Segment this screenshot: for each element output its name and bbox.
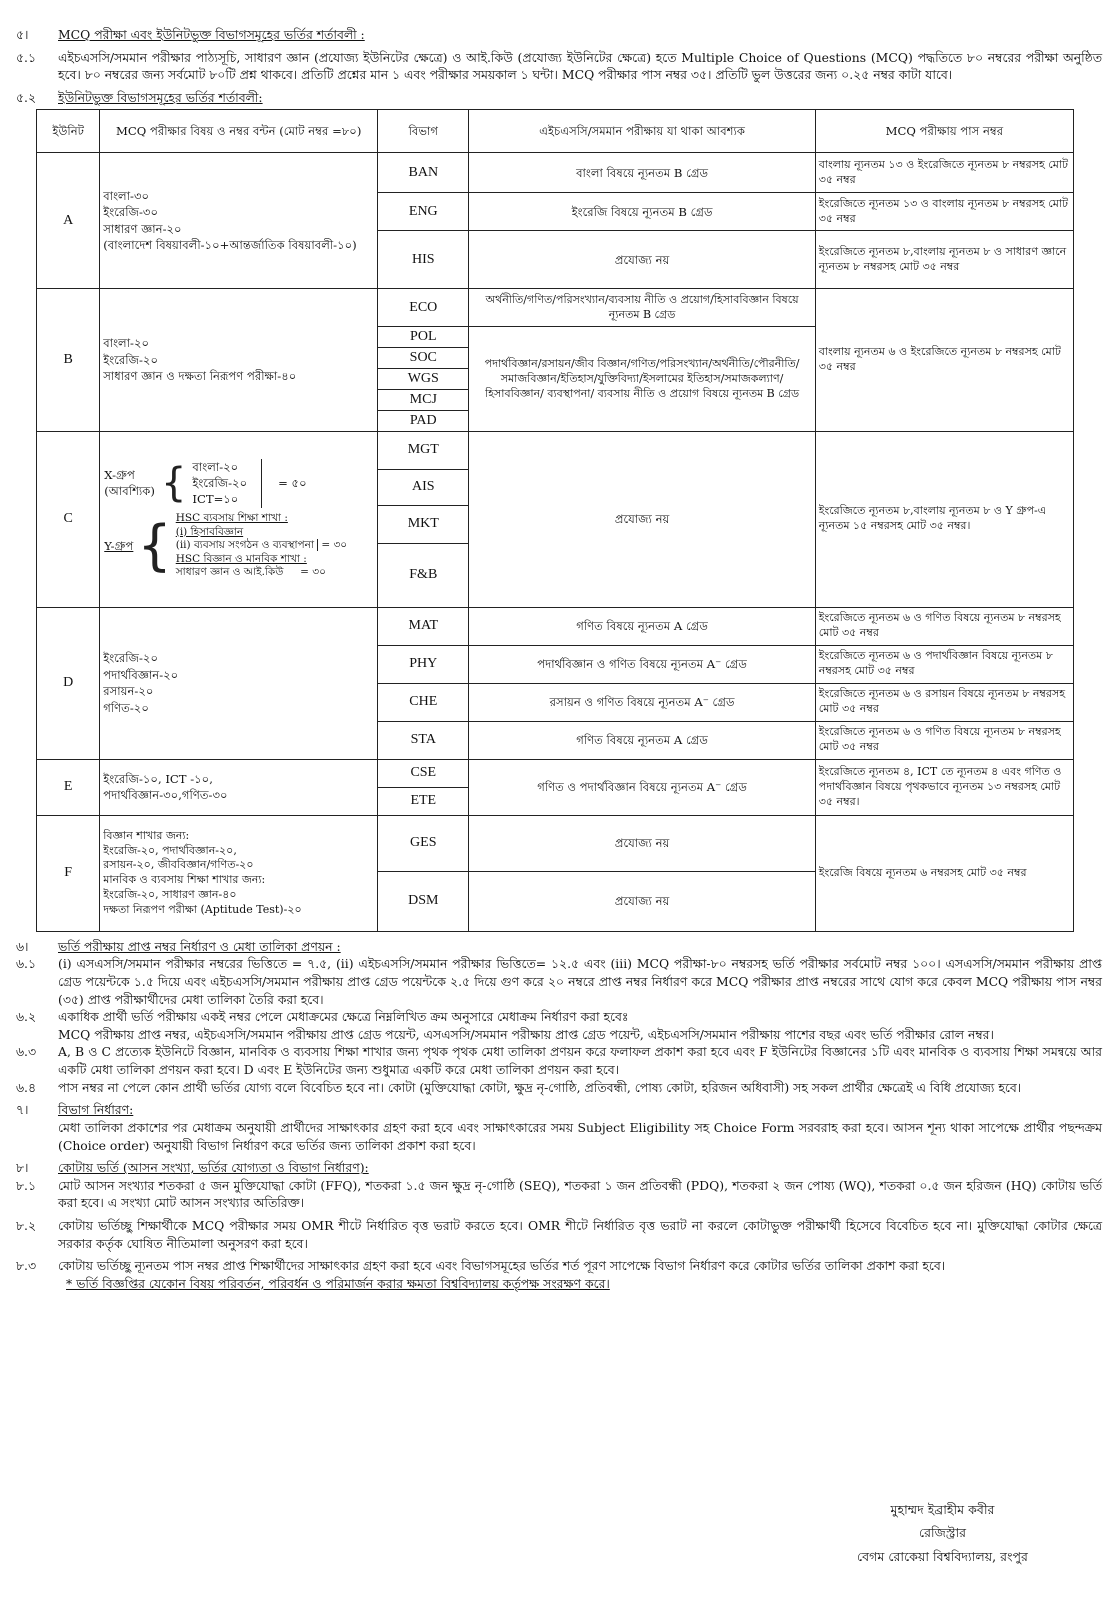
dept-code: ETE (378, 787, 469, 815)
dept-code: MKT (378, 505, 469, 543)
unit-a-subjects: বাংলা-৩০ ইংরেজি-৩০ সাধারণ জ্ঞান-২০ (বাংলাদেশ বিষয়াবলী-১০+আন্তর্জাতিক বিষয়াবলী-১০) (100, 153, 378, 289)
table-row (37, 607, 1074, 645)
unit-a-label: A (37, 153, 100, 289)
x-group-mandatory: (আবশ্যিক) (104, 484, 155, 499)
header-dept: বিভাগ (378, 110, 469, 153)
dept-code: CHE (378, 683, 469, 721)
dept-code: POL (378, 327, 469, 348)
requirement: বাংলা বিষয়ে ন্যূনতম B গ্রেড (469, 153, 815, 193)
unit-b-subjects: বাংলা-২০ ইংরেজি-২০ সাধারণ জ্ঞান ও দক্ষতা নিরূপণ পরীক্ষা-৪০ (100, 289, 378, 431)
unit-f-label: F (37, 815, 100, 931)
para-5-2-heading: ৫.২ ইউনিটভুক্ত বিভাগসমূহের ভর্তির শর্তাবলী: (16, 89, 263, 105)
x-item: ICT=১০ (192, 492, 239, 507)
signature-block (857, 1498, 1028, 1568)
para-5-1: ৫.১ এইচএসসি/সমমান পরীক্ষার পাঠ্যসূচি, সাধারণ জ্ঞান (প্রযোজ্য ইউনিটের ক্ষেত্রে) ও আই.কিউ (প্রযোজ্য ইউনিটের ক্ষেত্রে) হতে Multiple Choice of Questions (MCQ) পদ্ধতিতে ৮০ নম্বরের পরীক্ষা অনুষ্ঠিত হবে। ৮০ নম্বরের জন্য সর্বমোট ৮০টি প্রশ্ন থাকবে। প্রতিটি প্রশ্নের মান ১ এবং পরীক্ষার সময়কাল ১ ঘন্টা। MCQ পরীক্ষার পাস নম্বর ৩৫। প্রতিটি ভুল উত্তরের জন্য ০.২৫ নম্বর কাটা যাবে। (16, 49, 1102, 83)
pass-marks: ইংরেজিতে ন্যূনতম ৬ ও গণিত বিষয়ে ন্যূনতম ৮ নম্বরসহ মোট ৩৫ নম্বর (815, 607, 1073, 645)
pass-marks: ইংরেজিতে ন্যূনতম ৬ ও গণিত বিষয়ে ন্যূনতম ৮ নম্বরসহ মোট ৩৫ নম্বর (815, 721, 1073, 759)
unit-e-label: E (37, 759, 100, 815)
pass-marks: ইংরেজিতে ন্যূনতম ৬ ও পদার্থবিজ্ঞান বিষয়ে ন্যূনতম ৮ নম্বরসহ মোট ৩৫ নম্বর (815, 645, 1073, 683)
pass-marks: ইংরেজিতে ন্যূনতম ৪, ICT তে ন্যূনতম ৪ এবং গণিত ও পদার্থবিজ্ঞান বিষয়ে পৃথকভাবে ন্যূনতম ১৩ নম্বরসহ মোট ৩৫ নম্বর। (815, 759, 1073, 815)
pass-marks: ইংরেজিতে ন্যূনতম ৮,বাংলায় ন্যূনতম ৮ ও Y গ্রুপ-এ ন্যূনতম ১৫ নম্বরসহ মোট ৩৫ নম্বর। (815, 431, 1073, 607)
para-8-3: ৮.৩ কোটায় ভর্তিচ্ছু ন্যূনতম পাস নম্বর প্রাপ্ত শিক্ষার্থীদের সাক্ষাৎকার গ্রহণ করা হবে এবং বিভাগসমূহের ভর্তির শর্ত পূরণ সাপেক্ষে বিভাগ নির্ধারণ করে কোটার ভর্তির তালিকা প্রকাশ করা হবে। (16, 1258, 946, 1274)
requirement: প্রযোজ্য নয় (469, 871, 815, 931)
header-requirement: এইচএসসি/সমমান পরীক্ষায় যা থাকা আবশ্যক (469, 110, 815, 153)
requirement: প্রযোজ্য নয় (469, 815, 815, 871)
dept-code: BAN (378, 153, 469, 193)
pass-marks: ইংরেজিতে ন্যূনতম ৬ ও রসায়ন বিষয়ে ন্যূনতম ৮ নম্বরসহ মোট ৩৫ নম্বর (815, 683, 1073, 721)
dept-code: GES (378, 815, 469, 871)
requirement: পদার্থবিজ্ঞান ও গণিত বিষয়ে ন্যূনতম A⁻ গ্রেড (469, 645, 815, 683)
para-6-4: ৬.৪ পাস নম্বর না পেলে কোন প্রার্থী ভর্তির যোগ্য বলে বিবেচিত হবে না। কোটা (মুক্তিযোদ্ধা কোটা, ক্ষুদ্র নৃ-গোষ্ঠি, প্রতিবন্ধী, পোষ্য কোটা, হরিজন অধিবাসী) সহ সকল প্রার্থীর ক্ষেত্রেই এ বিধি প্রযোজ্য হবে। (16, 1079, 1022, 1095)
unit-b-label: B (37, 289, 100, 431)
disclaimer-note: * ভর্তি বিজ্ঞপ্তির যেকোন বিষয় পরিবর্তন, পরিবর্ধন ও পরিমার্জন করার ক্ষমতা বিশ্ববিদ্যালয় কর্তৃপক্ষ সংরক্ষণ করে। (66, 1275, 610, 1291)
dept-code: ECO (378, 289, 469, 327)
requirement: গণিত বিষয়ে ন্যূনতম A গ্রেড (469, 607, 815, 645)
signatory-org: বেগম রোকেয়া বিশ্ববিদ্যালয়, রংপুর (857, 1548, 1028, 1564)
units-table (36, 109, 1074, 931)
x-item: বাংলা-২০ (192, 459, 239, 474)
unit-c-subjects (100, 431, 378, 607)
table-row (37, 289, 1074, 327)
pass-marks: বাংলায় ন্যূনতম ৬ ও ইংরেজিতে ন্যূনতম ৮ নম্বরসহ মোট ৩৫ নম্বর (815, 289, 1073, 431)
dept-code: WGS (378, 369, 469, 390)
table-header-row (37, 110, 1074, 153)
unit-c-label: C (37, 431, 100, 607)
dept-code: HIS (378, 231, 469, 289)
header-pass-marks: MCQ পরীক্ষায় পাস নম্বর (815, 110, 1073, 153)
section-5-heading: ৫। MCQ পরীক্ষা এবং ইউনিটভুক্ত বিভাগসমূহের ভর্তির শর্তাবলী : (16, 27, 365, 42)
dept-code: MAT (378, 607, 469, 645)
signatory-name: মুহাম্মদ ইব্রাহীম কবীর (890, 1502, 995, 1517)
brace-icon: { (160, 460, 187, 507)
pass-marks: ইংরেজিতে ন্যূনতম ৮,বাংলায় ন্যূনতম ৮ ও সাধারণ জ্ঞানে ন্যূনতম ৮ নম্বরসহ মোট ৩৫ নম্বর (815, 231, 1073, 289)
unit-e-subjects: ইংরেজি-১০, ICT -১০, পদার্থবিজ্ঞান-৩০,গণিত-৩০ (100, 759, 378, 815)
para-7: মেধা তালিকা প্রকাশের পর মেধাক্রম অনুযায়ী প্রার্থীদের সাক্ষাৎকার গ্রহণ করা হবে এবং সাক্ষাৎকারের সময় Subject Eligibility সহ Choice Form সরবরাহ করা হবে। আসন শূন্য থাকা সাপেক্ষে প্রার্থীর পছন্দক্রম (Choice order) অনুযায়ী বিভাগ নির্ধারণ করে ভর্তির জন্য তালিকা প্রকাশ করা হবে। (58, 1119, 1102, 1153)
para-6-3: ৬.৩ A, B ও C প্রত্যেক ইউনিটে বিজ্ঞান, মানবিক ও ব্যবসায় শিক্ষা শাখার জন্য পৃথক পৃথক মেধা তালিকা প্রণয়ন করে ফলাফল প্রকাশ করা হবে এবং F ইউনিটের বিজ্ঞানের ১টি এবং মানবিক ও ব্যবসায় শিক্ষা সমন্বয়ে আর একটি মেধা তালিকা প্রণয়ন করা হবে। D এবং E ইউনিটের জন্য শুধুমাত্র একটি করে মেধা তালিকা প্রণয়ন করা হবে। (16, 1044, 1102, 1078)
pass-marks: ইংরেজিতে ন্যূনতম ১৩ ও বাংলায় ন্যূনতম ৮ নম্বরসহ মোট ৩৫ নম্বর (815, 193, 1073, 231)
pass-marks: বাংলায় ন্যূনতম ১৩ ও ইংরেজিতে ন্যূনতম ৮ নম্বরসহ মোট ৩৫ নম্বর (815, 153, 1073, 193)
para-6-1: ৬.১ (i) এসএসসি/সমমান পরীক্ষার নম্বরের ভিত্তিতে = ৭.৫, (ii) এইচএসসি/সমমান পরীক্ষার ভিত্তিতে= ১২.৫ এবং (iii) MCQ পরীক্ষা-৮০ নম্বরসহ ভর্তি পরীক্ষার সর্বমোট নম্বর ১০০। এসএসসি/সমমান পরীক্ষায় প্রাপ্ত গ্রেড পয়েন্টকে ১.৫ দিয়ে এবং এইচএসসি/সমমান পরীক্ষায় প্রাপ্ত গ্রেড পয়েন্টকে ২.৫ দিয়ে গুণ করে ২০ নম্বরে প্রাপ্ত নম্বর নির্ধারণ করে MCQ পরীক্ষার প্রাপ্ত নম্বরের সাথে যোগ করে কেবল MCQ পরীক্ষায় পাস নম্বর (৩৫) প্রাপ্ত পরীক্ষার্থীদের মেধা তালিকা তৈরি করা হবে। (16, 956, 1102, 1007)
header-subjects: MCQ পরীক্ষার বিষয় ও নম্বর বন্টন (মোট নম্বর =৮০) (100, 110, 378, 153)
dept-code: MCJ (378, 390, 469, 411)
x-item: ইংরেজি-২০ (192, 475, 248, 490)
document-page (16, 26, 1102, 1292)
section-5-title: MCQ পরীক্ষা এবং ইউনিটভুক্ত বিভাগসমূহের ভর্তির শর্তাবলী : (58, 27, 365, 42)
dept-code: CSE (378, 759, 469, 787)
requirement: প্রযোজ্য নয় (469, 231, 815, 289)
table-row (37, 815, 1074, 871)
y-group-block: Y-গ্রুপ { HSC ব্যবসায় শিক্ষা শাখা : (i) হিসাববিজ্ঞান (ii) ব্যবসায় সংগঠন ও ব্যবস্থাপনা = ৩০ HSC বিজ্ঞান ও মানবিক শাখা : সাধারণ জ্ঞান ও আই.কিউ = ৩০ (104, 511, 348, 579)
requirement: গণিত ও পদার্থবিজ্ঞান বিষয়ে ন্যূনতম A⁻ গ্রেড (469, 759, 815, 815)
section-6-heading: ৬। ভর্তি পরীক্ষায় প্রাপ্ত নম্বর নির্ধারণ ও মেধা তালিকা প্রণয়ন : (16, 938, 341, 954)
x-group-block (104, 459, 373, 508)
signatory-title: রেজিস্ট্রার (918, 1525, 967, 1541)
para-8-2: ৮.২ কোটায় ভর্তিচ্ছু শিক্ষার্থীকে MCQ পরীক্ষার সময় OMR শীটে নির্ধারিত বৃত্ত ভরাট করতে হবে। OMR শীটে নির্ধারিত বৃত্ত ভরাট না করলে কোটাভুক্ত পরীক্ষার্থী হিসেবে বিবেচিত হবে না। মুক্তিযোদ্ধা কোটার ক্ষেত্রে সরকার কর্তৃক ঘোষিত নীতিমালা অনুসরণ করা হবে। (16, 1217, 1102, 1251)
unit-f-subjects: বিজ্ঞান শাখার জন্য: ইংরেজি-২০, পদার্থবিজ্ঞান-২০, রসায়ন-২০, জীববিজ্ঞান/গণিত-২০ মানবিক ও ব্যবসায় শিক্ষা শাখার জন্য: ইংরেজি-২০, সাধারণ জ্ঞান-৪০ দক্ষতা নিরূপণ পরীক্ষা (Aptitude Test)-২০ (100, 815, 378, 931)
x-group-label: X-গ্রুপ (104, 467, 135, 482)
para-6-2: ৬.২ একাধিক প্রার্থী ভর্তি পরীক্ষায় একই নম্বর পেলে মেধাক্রমের ক্ষেত্রে নিম্নলিখিত ক্রম অনুসারে মেধাক্রম নির্ধারণ করা হবেঃ MCQ পরীক্ষায় প্রাপ্ত নম্বর, এইচএসসি/সমমান পরীক্ষায় প্রাপ্ত গ্রেড পয়েন্ট, এসএসসি/সমমান পরীক্ষায় প্রাপ্ত গ্রেড পয়েন্ট, এইচএসসি/সমমান পরীক্ষায় পাশের বছর এবং ভর্তি পরীক্ষার রোল নম্বর। (16, 1009, 994, 1042)
requirement: রসায়ন ও গণিত বিষয়ে ন্যূনতম A⁻ গ্রেড (469, 683, 815, 721)
section-8-heading: ৮। কোটায় ভর্তি (আসন সংখ্যা, ভর্তির যোগ্যতা ও বিভাগ নির্ধারণ): (16, 1160, 369, 1176)
dept-code: DSM (378, 871, 469, 931)
dept-code: STA (378, 721, 469, 759)
table-row (37, 153, 1074, 193)
requirement: পদার্থবিজ্ঞান/রসায়ন/জীব বিজ্ঞান/গণিত/পরিসংখ্যান/অর্থনীতি/পৌরনীতি/ সমাজবিজ্ঞান/ইতিহাস/যুক্তিবিদ্যা/ইসলামের ইতিহাস/সমাজকল্যাণ/হিসাববিজ্ঞান/ ব্যবস্থাপনা/ ব্যবসায় নীতি ও প্রয়োগ বিষয়ে ন্যূনতম B গ্রেড (469, 327, 815, 431)
table-row (37, 431, 1074, 469)
requirement: প্রযোজ্য নয় (469, 431, 815, 607)
brace-icon: { (137, 513, 172, 577)
requirement: গণিত বিষয়ে ন্যূনতম A গ্রেড (469, 721, 815, 759)
dept-code: AIS (378, 469, 469, 505)
para-8-1: ৮.১ মোট আসন সংখ্যার শতকরা ৫ জন মুক্তিযোদ্ধা কোটা (FFQ), শতকরা ১.৫ জন ক্ষুদ্র নৃ-গোষ্ঠি (SEQ), শতকরা ১ জন প্রতিবন্ধী (PDQ), শতকরা ২ জন পোষ্য (WQ), শতকরা ০.৫ জন হরিজন (HQ) কোটায় ভর্তি করা হবে। এ সংখ্যা মোট আসন সংখ্যার অতিরিক্ত। (16, 1177, 1102, 1211)
unit-d-subjects: ইংরেজি-২০ পদার্থবিজ্ঞান-২০ রসায়ন-২০ গণিত-২০ (100, 607, 378, 759)
x-total: = ৫০ (278, 475, 307, 490)
y-group-label: Y-গ্রুপ (104, 538, 134, 553)
requirement: ইংরেজি বিষয়ে ন্যূনতম B গ্রেড (469, 193, 815, 231)
table-row (37, 759, 1074, 787)
section-7-heading: ৭। বিভাগ নির্ধারণ: (16, 1102, 134, 1118)
pass-marks: ইংরেজি বিষয়ে ন্যূনতম ৬ নম্বরসহ মোট ৩৫ নম্বর (815, 815, 1073, 931)
dept-code: ENG (378, 193, 469, 231)
unit-d-label: D (37, 607, 100, 759)
requirement: অর্থনীতি/গণিত/পরিসংখ্যান/ব্যবসায় নীতি ও প্রয়োগ/হিসাববিজ্ঞান বিষয়ে ন্যূনতম B গ্রেড (469, 289, 815, 327)
dept-code: PAD (378, 410, 469, 431)
dept-code: F&B (378, 543, 469, 607)
dept-code: MGT (378, 431, 469, 469)
dept-code: PHY (378, 645, 469, 683)
dept-code: SOC (378, 348, 469, 369)
header-unit: ইউনিট (37, 110, 100, 153)
